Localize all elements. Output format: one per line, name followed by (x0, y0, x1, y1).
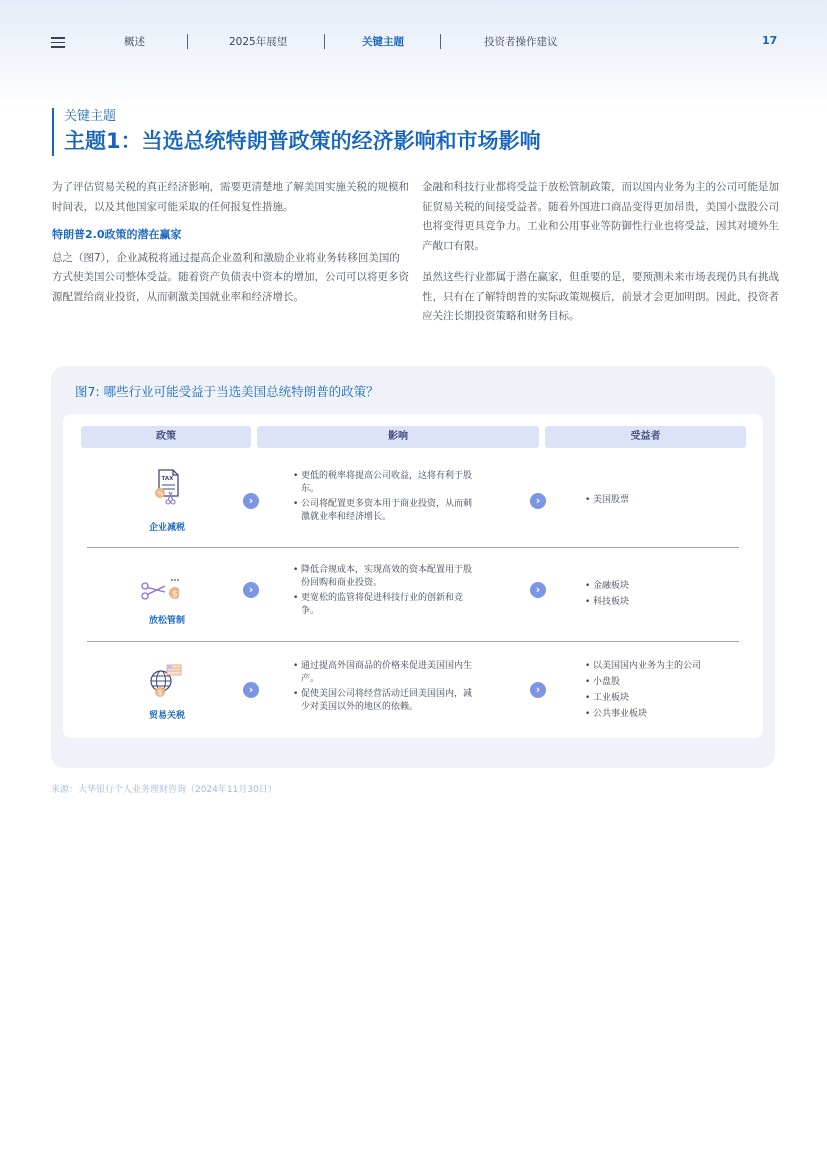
chevron-right-icon: › (530, 682, 546, 698)
nav-divider (440, 34, 441, 49)
impact-item: • 降低合规成本，实现高效的资本配置用于股份回购和商业投资。 (293, 564, 473, 589)
right-column (422, 178, 780, 335)
section-kicker: 关键主题 (64, 109, 117, 124)
chevron-right-icon: › (530, 493, 546, 509)
paragraph: 为了评估贸易关税的真正经济影响，需要更清楚地了解美国实施关税的规模和时间表，以及其他国家可能采取的任何报复性措施。 (52, 181, 409, 213)
policy-label: 企业减税 (148, 523, 185, 533)
beneficiary-list (585, 580, 755, 612)
row-divider (87, 547, 739, 548)
figure-title: 图7: 哪些行业可能受益于当选美国总统特朗普的政策？ (75, 384, 379, 399)
impact-list (293, 660, 473, 716)
percent-glyph: % (157, 489, 164, 498)
figure-table (63, 414, 763, 738)
figure-7 (51, 366, 775, 768)
top-navigation (0, 28, 827, 56)
policy-label: 贸易关税 (148, 711, 185, 721)
beneficiary-item: • 以美国国内业务为主的公司 (585, 660, 755, 673)
page-title: 主题1：当选总统特朗普政策的经济影响和市场影响 (64, 129, 541, 153)
column-header-policy: 政策 (81, 426, 251, 448)
menu-icon[interactable] (51, 37, 65, 47)
dollar-glyph: $ (157, 688, 163, 697)
impact-item: • 通过提高外国商品的价格来促进美国国内生产。 (293, 660, 473, 685)
row-divider (87, 641, 739, 642)
beneficiary-item: • 美国股票 (585, 494, 755, 507)
chevron-right-icon: › (530, 582, 546, 598)
paragraph: 虽然这些行业都属于潜在赢家，但重要的是，要预测未来市场表现仍具有挑战性，只有在了解特朗普的实际政策规模后，前景才会更加明朗。因此，投资者应关注长期投资策略和财务目标。 (422, 271, 779, 322)
impact-list (293, 470, 473, 526)
impact-list (293, 564, 473, 620)
impact-item: • 更低的税率将提高公司收益，这将有利于股东。 (293, 470, 473, 495)
beneficiary-item: • 公共事业板块 (585, 708, 755, 721)
globe-flag-dollar-icon (147, 659, 187, 699)
left-column (52, 178, 410, 315)
page-number: 17 (762, 34, 778, 47)
title-block (52, 108, 541, 156)
beneficiary-item: • 小盘股 (585, 676, 755, 689)
beneficiary-item: • 金融板块 (585, 580, 755, 593)
beneficiary-item: • 科技板块 (585, 596, 755, 609)
paragraph: 金融和科技行业都将受益于放松管制政策，而以国内业务为主的公司可能是加征贸易关税的间接受益者。随着外国进口商品变得更加昂贵，美国小盘股公司也将变得更具竞争力。工业和公用事业等防御性行业也将受益，因其对境外生产敞口有限。 (422, 181, 779, 252)
dollar-glyph: $ (172, 589, 178, 600)
beneficiary-list (585, 494, 755, 510)
impact-item: • 促使美国公司将经营活动迁回美国国内，减少对美国以外的地区的依赖。 (293, 688, 473, 713)
chevron-right-icon: › (243, 682, 259, 698)
column-header-beneficiary: 受益者 (545, 426, 746, 448)
chevron-right-icon: › (243, 582, 259, 598)
subheading: 特朗普2.0政策的潜在赢家 (52, 228, 182, 241)
impact-item: • 更宽松的监管将促进科技行业的创新和竞争。 (293, 592, 473, 617)
nav-divider (187, 34, 188, 49)
scissors-dollar-icon (139, 572, 179, 612)
beneficiary-item: • 工业板块 (585, 692, 755, 705)
beneficiary-list (585, 660, 755, 724)
impact-item: • 公司将配置更多资本用于商业投资，从而刺激就业率和经济增长。 (293, 498, 473, 523)
nav-item-key-themes[interactable]: 关键主题 (362, 36, 404, 48)
source-note: 来源：大华银行个人业务理财咨询（2024年11月30日） (51, 785, 277, 795)
tax-document-icon (147, 466, 187, 506)
policy-label: 放松管制 (148, 616, 185, 626)
nav-divider (324, 34, 325, 49)
nav-item-overview[interactable]: 概述 (124, 36, 145, 48)
paragraph: 总之（图7），企业减税将通过提高企业盈利和激励企业将业务转移回美国的方式使美国公司整体受益。随着资产负债表中资本的增加，公司可以将更多资源配置给商业投资，从而刺激美国就业率和经济增长。 (52, 251, 409, 303)
column-header-impact: 影响 (257, 426, 539, 448)
nav-item-outlook[interactable]: 2025年展望 (229, 36, 288, 48)
chevron-right-icon: › (243, 493, 259, 509)
tax-label: TAX (161, 476, 174, 482)
nav-item-investor-advice[interactable]: 投资者操作建议 (484, 36, 558, 48)
